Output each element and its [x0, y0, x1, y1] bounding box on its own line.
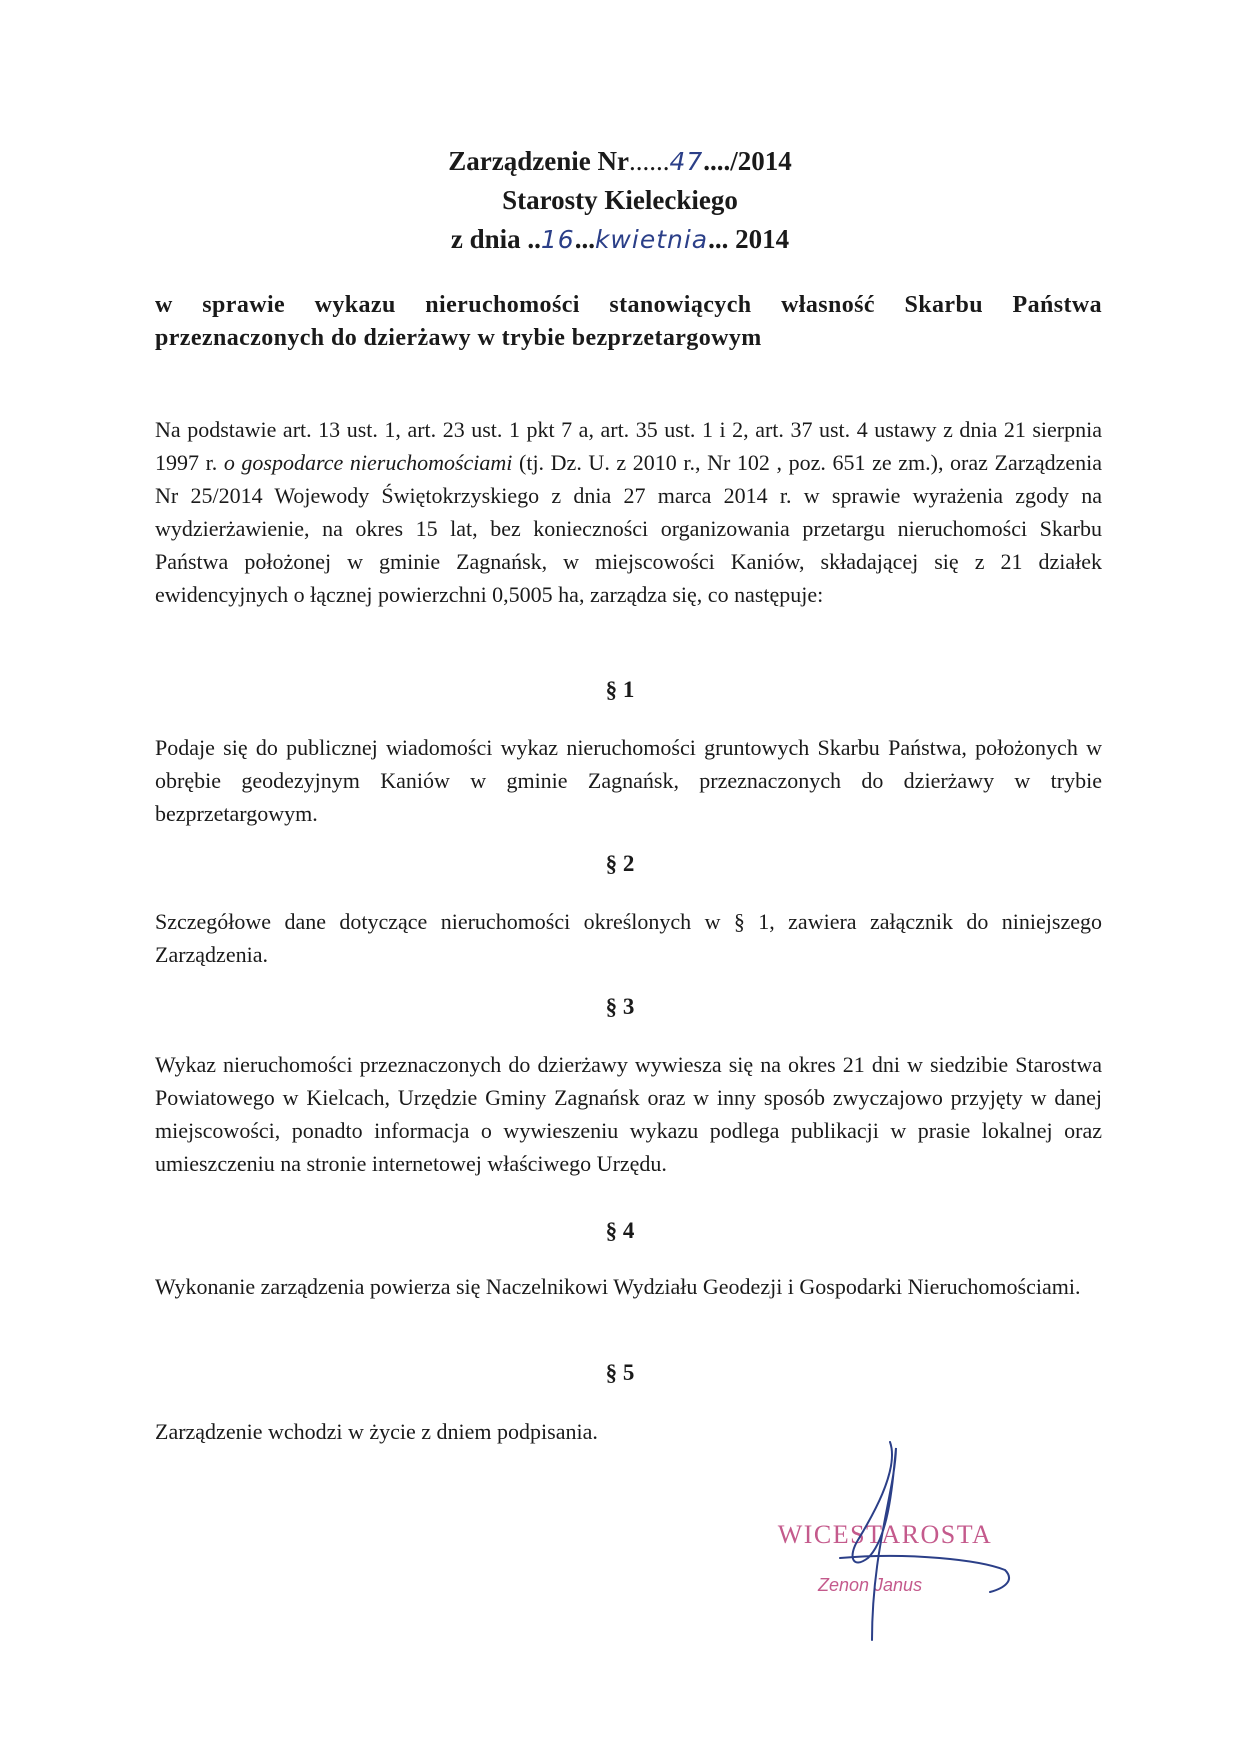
document-header — [0, 142, 1240, 259]
section-1-text: Podaje się do publicznej wiadomości wykaz nieruchomości gruntowych Skarbu Państwa, położonych w obrębie geodezyjnym Kaniów w gminie Zagnańsk, przeznaczonych do dzierżawy w trybie bezprzetargowym. — [155, 735, 1102, 826]
stamp-title: WICESTAROSTA — [777, 1520, 993, 1549]
section-3-text: Wykaz nieruchomości przeznaczonych do dzierżawy wywiesza się na okres 21 dni w siedzibie Starostwa Powiatowego w Kielcach, Urzędzie Gminy Zagnańsk oraz w inny sposób zwyczajowo przyjęty w danej miejscowości, ponadto informacja o wywieszeniu wykazu podlega publikacji w prasie lokalnej oraz umieszczeniu na stronie internetowej właściwego Urzędu. — [155, 1052, 1102, 1176]
document-subject: w sprawie wykazu nieruchomości stanowiących własność Skarbu Państwa przeznaczonych do dzierżawy w trybie bezprzetargowym — [155, 292, 1102, 351]
handwritten-order-number: 47 — [669, 147, 704, 176]
issuer-line: Starosty Kieleckiego — [502, 185, 738, 215]
section-4-heading: § 4 — [605, 1218, 635, 1243]
section-4-text: Wykonanie zarządzenia powierza się Naczelnikowi Wydziału Geodezji i Gospodarki Nieruchomościami. — [155, 1274, 1081, 1299]
section-5-heading: § 5 — [605, 1360, 635, 1385]
handwritten-day: 16 — [540, 225, 575, 254]
section-5-text: Zarządzenie wchodzi w życie z dniem podpisania. — [155, 1419, 598, 1444]
handwritten-month: kwietnia — [594, 225, 709, 254]
date-line: z dnia ..16...kwietnia... 2014 — [450, 224, 790, 254]
section-2-heading: § 2 — [605, 851, 635, 876]
handwritten-signature — [800, 1430, 1040, 1660]
section-1-heading: § 1 — [605, 677, 635, 702]
order-number-line: Zarządzenie Nr......47..../2014 — [448, 146, 792, 176]
act-title: o gospodarce nieruchomościami — [223, 450, 513, 475]
stamp-name: Zenon Janus — [818, 1575, 923, 1595]
section-2-text: Szczegółowe dane dotyczące nieruchomości określonych w § 1, zawiera załącznik do niniejszego Zarządzenia. — [155, 909, 1102, 967]
preamble-paragraph: Na podstawie art. 13 ust. 1, art. 23 ust. 1 pkt 7 a, art. 35 ust. 1 i 2, art. 37 ust. 4 ustawy z dnia 21 sierpnia 1997 r. o gospodarce nieruchomościami (tj. Dz. U. z 2010 r., Nr 102 , poz. 651 ze zm.), oraz Zarządzenia Nr 25/2014 Wojewody Świętokrzyskiego z dnia 27 marca 2014 r. w sprawie wyrażenia zgody na wydzierżawienie, na okres 15 lat, bez konieczności organizowania przetargu nieruchomości Skarbu Państwa położonej w gminie Zagnańsk, w miejscowości Kaniów, składającej się z 21 działek ewidencyjnych o łącznej powierzchni 0,5005 ha, zarządza się, co następuje: — [155, 417, 1102, 607]
section-3-heading: § 3 — [605, 994, 635, 1019]
